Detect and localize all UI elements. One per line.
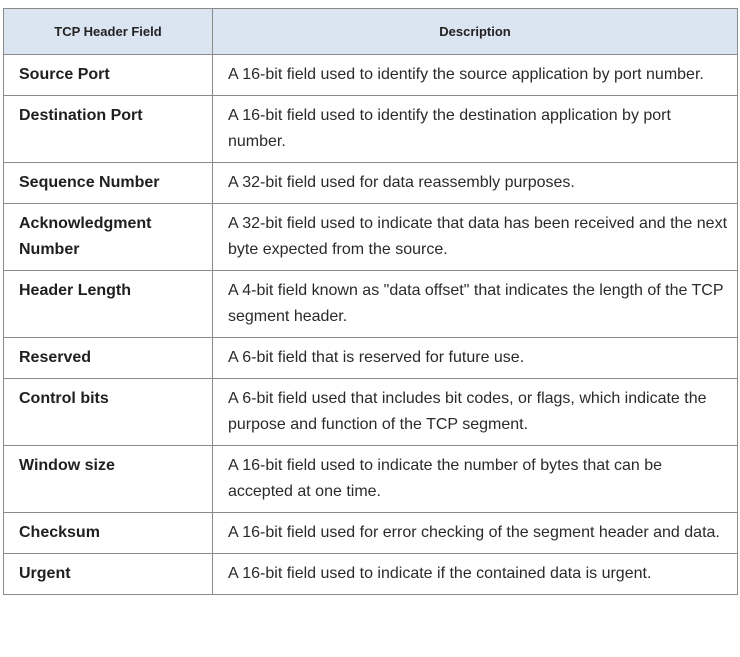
field-description-cell: A 16-bit field used to identify the destination application by port number. (213, 96, 738, 163)
tcp-header-fields-table (3, 8, 738, 595)
table-row (4, 338, 738, 379)
field-description-cell: A 16-bit field used to indicate if the contained data is urgent. (213, 554, 738, 595)
field-description-cell: A 6-bit field used that includes bit codes, or flags, which indicate the purpose and function of the TCP segment. (213, 379, 738, 446)
field-name-cell: Window size (4, 446, 213, 513)
field-description-cell: A 16-bit field used to identify the source application by port number. (213, 55, 738, 96)
field-name-cell: Acknowledgment Number (4, 204, 213, 271)
table-row (4, 163, 738, 204)
field-name-cell: Urgent (4, 554, 213, 595)
column-header-description: Description (213, 9, 738, 55)
field-name-cell: Sequence Number (4, 163, 213, 204)
table-row (4, 446, 738, 513)
table-row (4, 271, 738, 338)
table-row (4, 96, 738, 163)
column-header-field: TCP Header Field (4, 9, 213, 55)
field-name-cell: Checksum (4, 513, 213, 554)
field-name-cell: Source Port (4, 55, 213, 96)
table-row (4, 379, 738, 446)
field-description-cell: A 16-bit field used to indicate the number of bytes that can be accepted at one time. (213, 446, 738, 513)
table-header-row (4, 9, 738, 55)
field-name-cell: Header Length (4, 271, 213, 338)
field-name-cell: Destination Port (4, 96, 213, 163)
field-description-cell: A 32-bit field used for data reassembly purposes. (213, 163, 738, 204)
field-description-cell: A 6-bit field that is reserved for future use. (213, 338, 738, 379)
field-name-cell: Reserved (4, 338, 213, 379)
table-row (4, 204, 738, 271)
field-description-cell: A 4-bit field known as "data offset" that indicates the length of the TCP segment header. (213, 271, 738, 338)
field-description-cell: A 32-bit field used to indicate that data has been received and the next byte expected from the source. (213, 204, 738, 271)
field-name-cell: Control bits (4, 379, 213, 446)
table-row (4, 55, 738, 96)
table-row (4, 554, 738, 595)
table-row (4, 513, 738, 554)
field-description-cell: A 16-bit field used for error checking of the segment header and data. (213, 513, 738, 554)
